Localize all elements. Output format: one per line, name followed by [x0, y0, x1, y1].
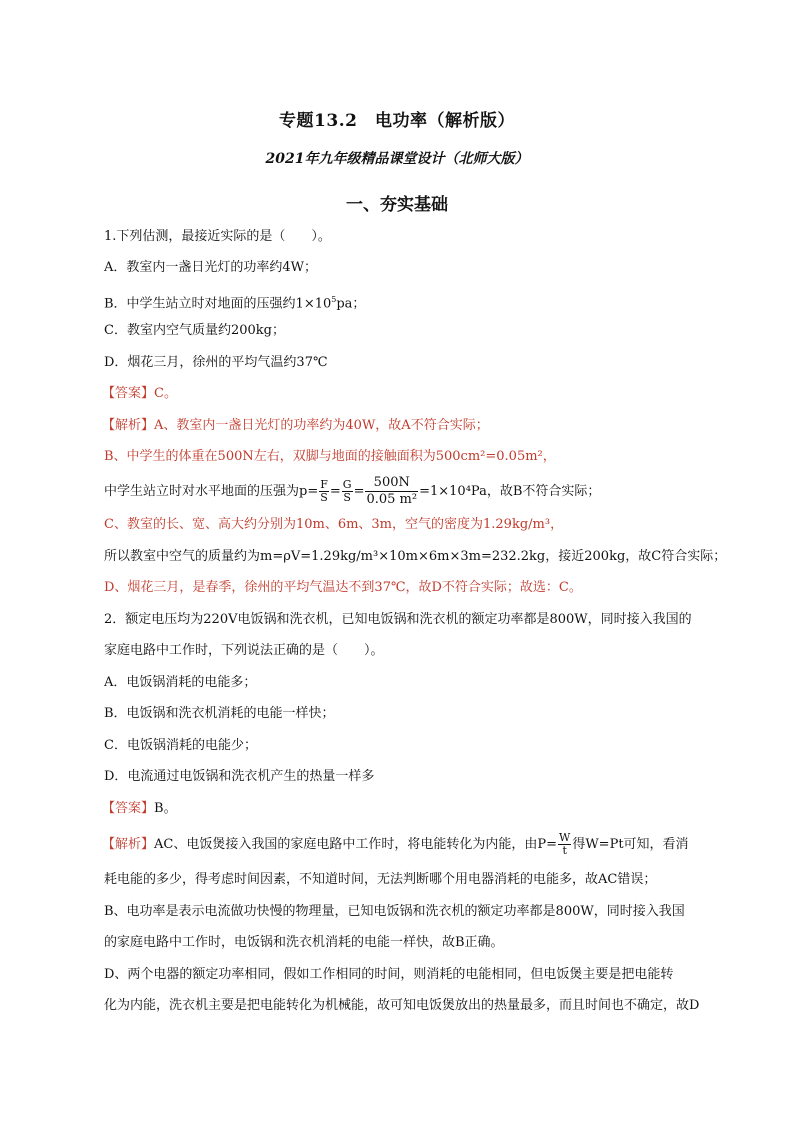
q2-stem-line1: 2．额定电压均为220V电饭锅和洗衣机，已知电饭锅和洗衣机的额定功率都是800W，同时接入我国的	[104, 612, 692, 627]
q2-stem-line2: 家庭电路中工作时，下列说法正确的是（ ）。	[104, 643, 384, 658]
q1-option-d: D．烟花三月，徐州的平均气温约37℃	[104, 355, 328, 370]
q1-analysis-b1: B、中学生的体重在500N左右，双脚与地面的接触面积为500cm²=0.05m²，	[104, 449, 556, 464]
q1-option-a: A．教室内一盏日光灯的功率约4W；	[104, 260, 318, 275]
page-title: 专题13.2 电功率（解析版）	[279, 111, 515, 131]
q1-analysis-a: 【解析】A、教室内一盏日光灯的功率约为40W，故A不符合实际；	[102, 418, 489, 433]
fraction-f-over-s: $\frac{F}{S}$	[320, 478, 328, 504]
q2-analysis-b1: B、电功率是表示电流做功快慢的物理量，已知电饭锅和洗衣机的额定功率都是800W，同时接入我国	[104, 904, 685, 919]
q2-option-d: D．电流通过电饭锅和洗衣机产生的热量一样多	[104, 769, 375, 784]
fraction-w-over-t: $\frac{W}{t}$	[559, 831, 571, 857]
q1-analysis-d: D、烟花三月，是春季，徐州的平均气温达不到37℃，故D不符合实际；故选：C。	[104, 580, 582, 595]
fraction-g-over-s: $\frac{G}{S}$	[342, 478, 352, 504]
q2-answer: 【答案】B。	[102, 801, 177, 816]
fraction-500n-over-area: $\frac{500N}{\text{0.05 m²}}$	[366, 475, 418, 507]
q1-analysis-b2: 中学生站立时对水平地面的压强为p= $\frac{F}{S}$ = $\frac{G}{S}$ = $\frac{500N}{\text{0.05 m²}}$ =1×10⁴Pa，故B不符合实际；	[104, 475, 601, 507]
q2-option-a: A．电饭锅消耗的电能多；	[104, 675, 257, 690]
q2-option-c: C．电饭锅消耗的电能少；	[104, 738, 257, 753]
q1-option-c: C．教室内空气质量约200kg；	[104, 323, 285, 338]
q1-analysis-c1: C、教室的长、宽、高大约分别为10m、6m、3m，空气的密度为1.29kg/m³，	[104, 517, 564, 532]
page-subtitle: 2021年九年级精品课堂设计（北师大版）	[265, 151, 529, 167]
q2-analysis-ac1: 【解析】AC、电饭煲接入我国的家庭电路中工作时，将电能转化为内能，由P= $\frac{W}{t}$ 得W=Pt可知，看消	[102, 831, 689, 857]
q1-option-b: B．中学生站立时对地面的压强约$1\times 10^5pa$；	[104, 295, 366, 312]
q1-analysis-c2: 所以教室中空气的质量约为m=ρV=1.29kg/m³×10m×6m×3m=232.2kg，接近200kg，故C符合实际；	[104, 549, 727, 564]
q2-analysis-ac2: 耗电能的多少，得考虑时间因素，不知道时间，无法判断哪个用电器消耗的电能多，故AC错误；	[104, 872, 657, 887]
q2-analysis-d1: D、两个电器的额定功率相同，假如工作相同的时间，则消耗的电能相同，但电饭煲主要是把电能转	[104, 967, 674, 982]
q1-answer: 【答案】C。	[102, 386, 177, 401]
section-heading: 一、夯实基础	[346, 195, 448, 215]
q1-stem: 1.下列估测，最接近实际的是（ ）。	[104, 229, 331, 244]
q2-analysis-d2: 化为内能，洗衣机主要是把电能转化为机械能，故可知电饭煲放出的热量最多，而且时间也不确定，故D	[104, 998, 700, 1013]
q2-option-b: B．电饭锅和洗衣机消耗的电能一样快；	[104, 706, 335, 721]
q2-analysis-b2: 的家庭电路中工作时，电饭锅和洗衣机消耗的电能一样快，故B正确。	[104, 935, 504, 950]
